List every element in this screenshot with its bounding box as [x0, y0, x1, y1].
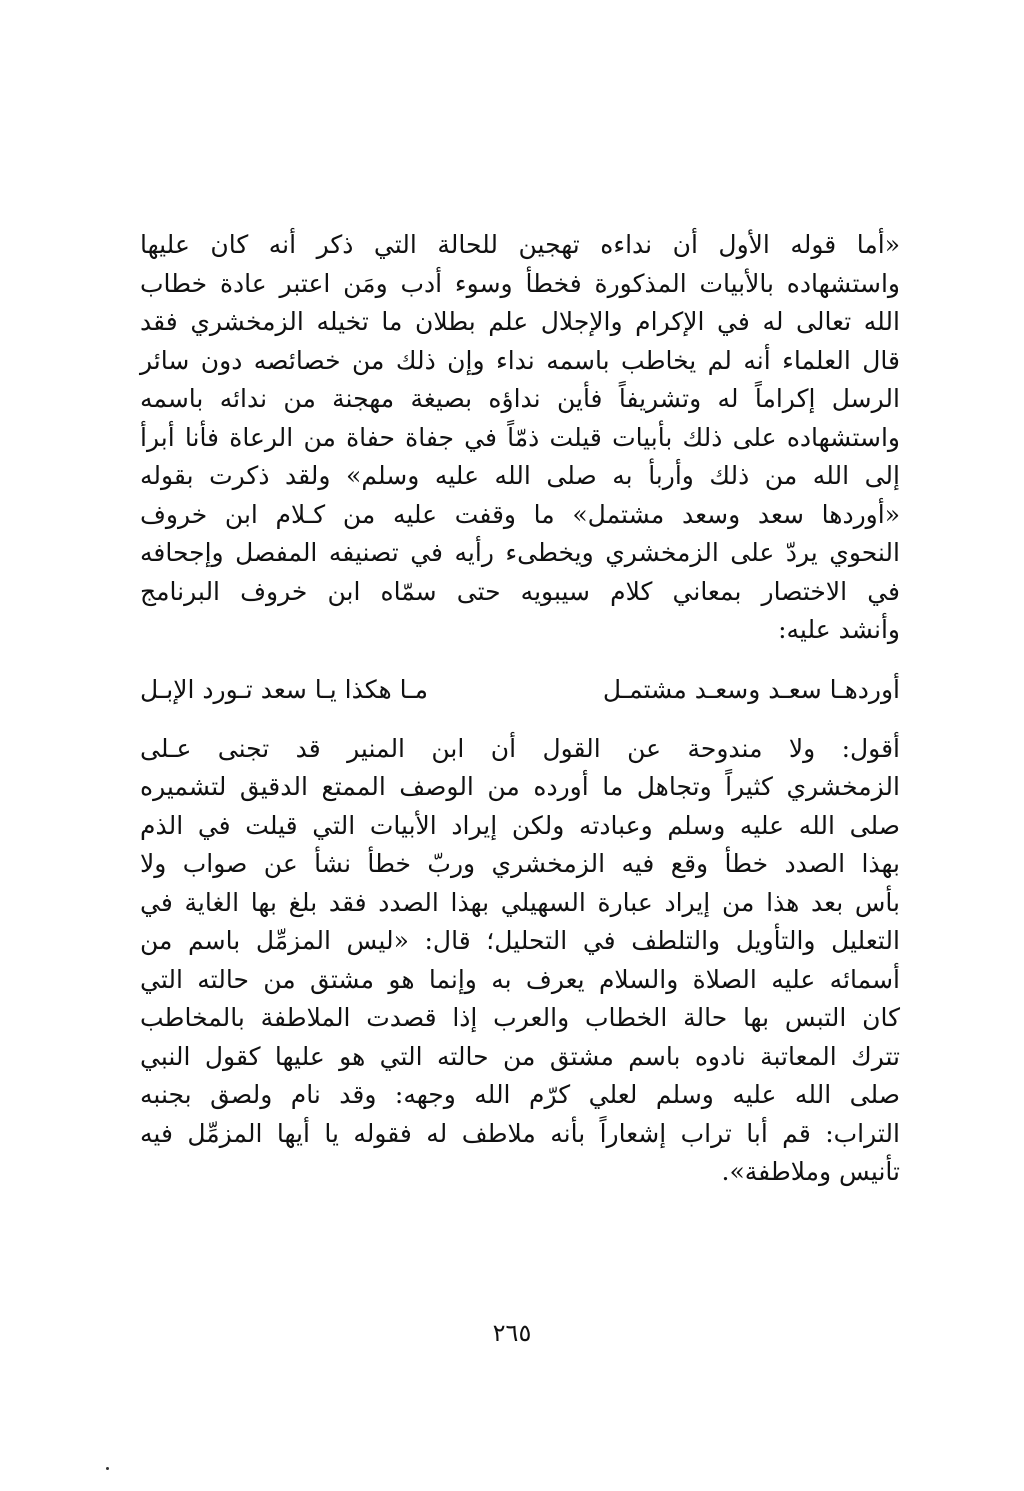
verse-second-hemistich: مـا هكذا يـا سعد تـورد الإبـل	[140, 674, 428, 704]
text-line: صلى الله عليه وسلم وعبادته ولكن إيراد الأبيات التي قيلت في الذم	[140, 810, 900, 840]
text-line: قال العلماء أنه لم يخاطب باسمه نداء وإن ذلك من خصائصه دون سائر	[140, 345, 900, 375]
text-line: التراب: قم أبا تراب إشعاراً بأنه ملاطف له فقوله يا أيها المزمِّل فيه	[140, 1118, 900, 1148]
text-line: «أما قوله الأول أن نداءه تهجين للحالة التي ذكر أنه كان عليها	[140, 230, 901, 259]
text-line: إلى الله من ذلك وأربأ به صلى الله عليه وسلم» ولقد ذكرت بقوله	[140, 461, 900, 490]
paragraph-gap	[140, 650, 900, 670]
text-line: تأنيس وملاطفة».	[721, 1157, 900, 1186]
text-line: الرسل إكراماً له وتشريفاً فأين نداؤه بصيغة مهجنة من ندائه باسمه	[140, 384, 900, 413]
document-body	[140, 226, 900, 1192]
text-line: وأنشد عليه:	[778, 615, 900, 644]
verse-first-hemistich: أوردهـا سعـد وسعـد مشتمـل	[602, 674, 900, 704]
text-line: كان التبس بها حالة الخطاب والعرب إذا قصدت الملاطفة بالمخاطب	[140, 1003, 900, 1032]
text-line: تترك المعاتبة نادوه باسم مشتق من حالته التي هو عليها كقول النبي	[140, 1041, 900, 1071]
text-line: صلى الله عليه وسلم لعلي كرّم الله وجهه: وقد نام ولصق بجنبه	[140, 1080, 900, 1109]
text-line: في الاختصار بمعاني كلام سيبويه حتى سمّاه ابن خروف البرنامج	[140, 576, 900, 606]
paragraph-author-comment	[140, 730, 900, 1192]
text-line: بأس بعد هذا من إيراد عبارة السهيلي بهذا الصدد فقد بلغ بها الغاية في	[140, 887, 900, 917]
text-line: أقول: ولا مندوحة عن القول أن ابن المنير قد تجنى عـلى	[140, 733, 900, 763]
text-line: واستشهاده بالأبيات المذكورة فخطأ وسوء أدب ومَن اعتبر عادة خطاب	[140, 268, 900, 298]
text-line: واستشهاده على ذلك بأبيات قيلت ذمّاً في جفاة حفاة من الرعاة فأنا أبرأ	[140, 422, 900, 452]
paragraph-gap	[140, 710, 900, 730]
text-line: «أوردها سعد وسعد مشتمل» ما وقفت عليه من كـلام ابن خروف	[140, 499, 900, 529]
text-line: بهذا الصدد خطأ وقع فيه الزمخشري وربّ خطأ نشأ عن صواب ولا	[140, 849, 900, 878]
poem-verse	[140, 670, 900, 710]
text-line: التعليل والتأويل والتلطف في التحليل؛ قال: «ليس المزمِّل باسم من	[140, 926, 900, 955]
text-line: النحوي يردّ على الزمخشري ويخطىء رأيه في تصنيفه المفصل وإجحافه	[140, 538, 900, 567]
text-line: أسمائه عليه الصلاة والسلام يعرف به وإنما هو مشتق من حالته التي	[140, 964, 900, 994]
scan-speck	[106, 1467, 109, 1470]
text-line: الزمخشري كثيراً وتجاهل ما أورده من الوصف الممتع الدقيق لتشميره	[140, 772, 900, 801]
page-number: ٢٦٥	[492, 1319, 532, 1347]
paragraph-quote-ibn-al-munayyir	[140, 226, 900, 650]
text-line: الله تعالى له في الإكرام والإجلال علم بطلان ما تخيله الزمخشري فقد	[140, 307, 900, 336]
